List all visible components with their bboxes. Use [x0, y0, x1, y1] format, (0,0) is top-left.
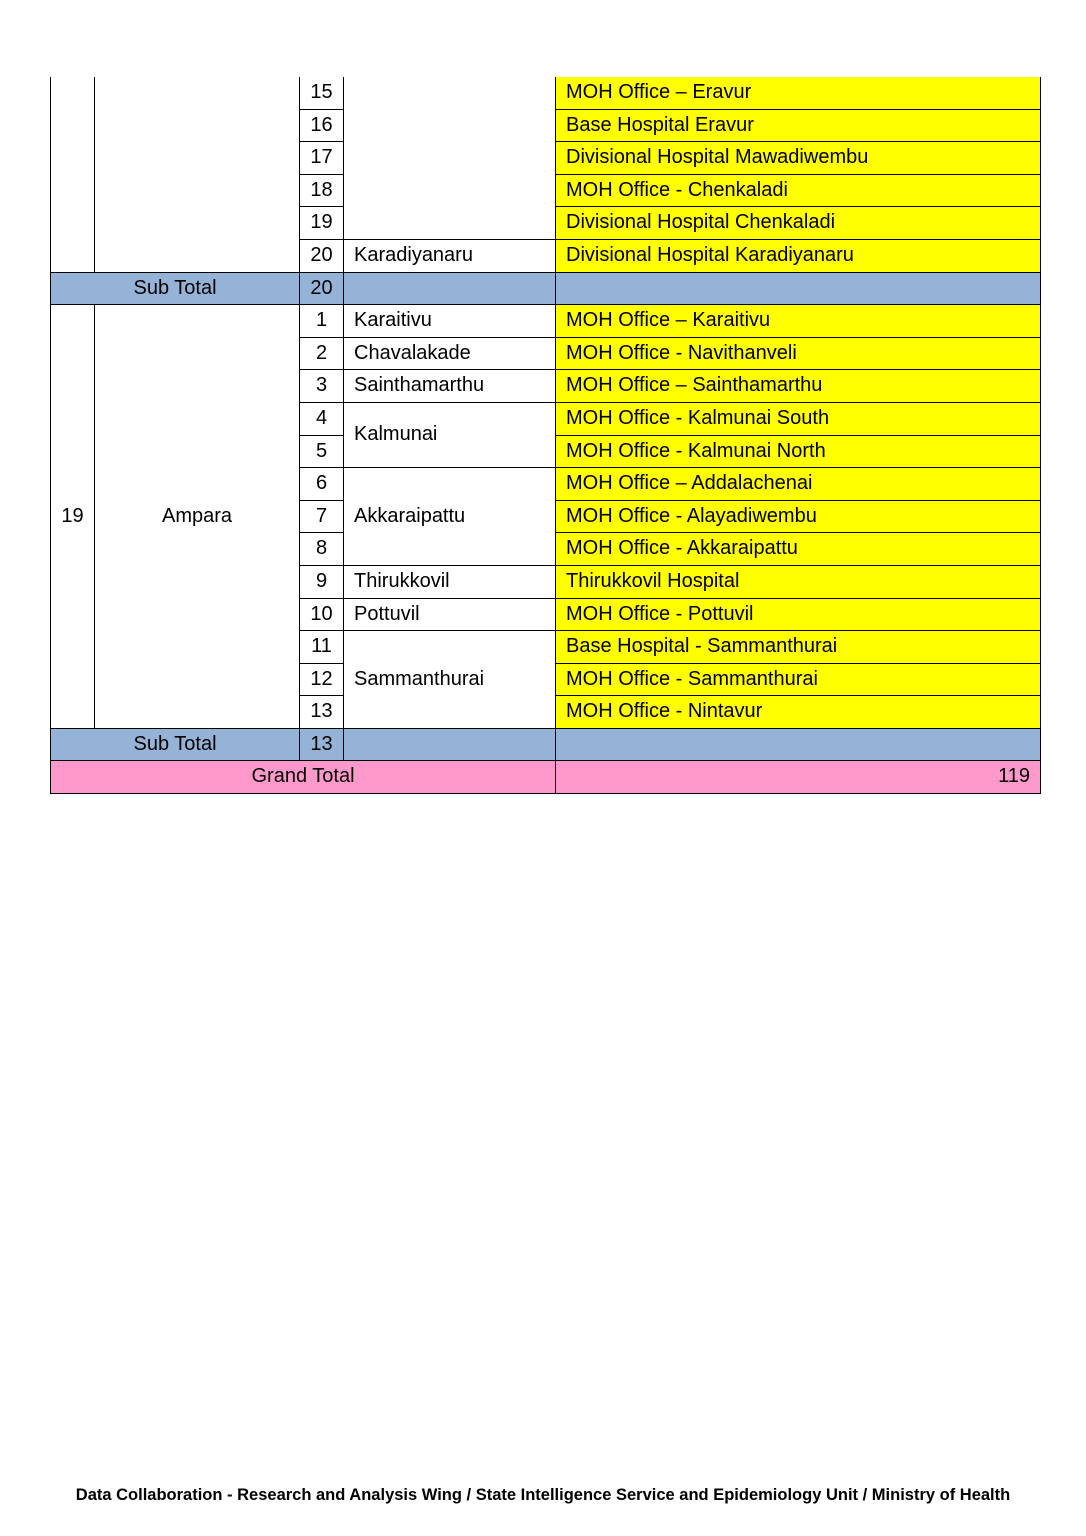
row-number: 13 [300, 696, 344, 729]
facility-name: MOH Office - Sammanthurai [556, 663, 1041, 696]
facility-name: Base Hospital Eravur [556, 109, 1041, 142]
row-number: 2 [300, 337, 344, 370]
row-number: 8 [300, 533, 344, 566]
facility-name: Divisional Hospital Chenkaladi [556, 207, 1041, 240]
row-number: 19 [300, 207, 344, 240]
moh-area-name: Karadiyanaru [344, 239, 556, 272]
facility-name: MOH Office - Akkaraipattu [556, 533, 1041, 566]
row-number: 5 [300, 435, 344, 468]
row-number: 1 [300, 305, 344, 338]
facility-name: Thirukkovil Hospital [556, 565, 1041, 598]
row-number: 10 [300, 598, 344, 631]
subtotal-value: 13 [300, 728, 344, 761]
subtotal-label: Sub Total [51, 728, 300, 761]
moh-area-name: Pottuvil [344, 598, 556, 631]
page-footer: Data Collaboration - Research and Analysis Wing / State Intelligence Service and Epidemiology Unit / Ministry of Health [75, 1486, 1011, 1504]
table-row [51, 77, 1041, 109]
facility-name: MOH Office - Kalmunai South [556, 402, 1041, 435]
row-number: 20 [300, 239, 344, 272]
row-number: 4 [300, 402, 344, 435]
facility-name: MOH Office – Eravur [556, 77, 1041, 109]
moh-area-name: Akkaraipattu [344, 468, 556, 566]
facility-name: MOH Office – Sainthamarthu [556, 370, 1041, 403]
facility-name: Divisional Hospital Mawadiwembu [556, 142, 1041, 175]
facility-name: MOH Office - Navithanveli [556, 337, 1041, 370]
facility-name: Divisional Hospital Karadiyanaru [556, 239, 1041, 272]
subtotal-row [51, 728, 1041, 761]
subtotal-empty-cell [556, 728, 1041, 761]
grand-total-label: Grand Total [51, 761, 556, 794]
row-number: 3 [300, 370, 344, 403]
facility-name: MOH Office – Addalachenai [556, 468, 1041, 501]
district-name-cell [95, 77, 300, 272]
facility-table [50, 77, 1041, 794]
facility-name: MOH Office - Kalmunai North [556, 435, 1041, 468]
subtotal-label: Sub Total [51, 272, 300, 305]
subtotal-empty-cell [556, 272, 1041, 305]
moh-area-cell [344, 77, 556, 239]
facility-name: Base Hospital - Sammanthurai [556, 631, 1041, 664]
table-row [51, 305, 1041, 338]
subtotal-row [51, 272, 1041, 305]
row-number: 12 [300, 663, 344, 696]
row-number: 18 [300, 174, 344, 207]
row-number: 16 [300, 109, 344, 142]
moh-area-name: Sainthamarthu [344, 370, 556, 403]
row-number: 15 [300, 77, 344, 109]
row-number: 7 [300, 500, 344, 533]
subtotal-value: 20 [300, 272, 344, 305]
grand-total-value: 119 [556, 761, 1041, 794]
moh-area-name: Sammanthurai [344, 631, 556, 729]
subtotal-empty-cell [344, 272, 556, 305]
moh-area-name: Thirukkovil [344, 565, 556, 598]
grand-total-row [51, 761, 1041, 794]
district-index-cell [51, 77, 95, 272]
facility-name: MOH Office - Chenkaladi [556, 174, 1041, 207]
row-number: 9 [300, 565, 344, 598]
moh-area-name: Karaitivu [344, 305, 556, 338]
facility-name: MOH Office - Nintavur [556, 696, 1041, 729]
row-number: 17 [300, 142, 344, 175]
facility-name: MOH Office – Karaitivu [556, 305, 1041, 338]
facility-name: MOH Office - Pottuvil [556, 598, 1041, 631]
row-number: 6 [300, 468, 344, 501]
row-number: 11 [300, 631, 344, 664]
moh-area-name: Chavalakade [344, 337, 556, 370]
district-name: Ampara [95, 305, 300, 729]
facility-name: MOH Office - Alayadiwembu [556, 500, 1041, 533]
district-index: 19 [51, 305, 95, 729]
moh-area-name: Kalmunai [344, 402, 556, 467]
subtotal-empty-cell [344, 728, 556, 761]
